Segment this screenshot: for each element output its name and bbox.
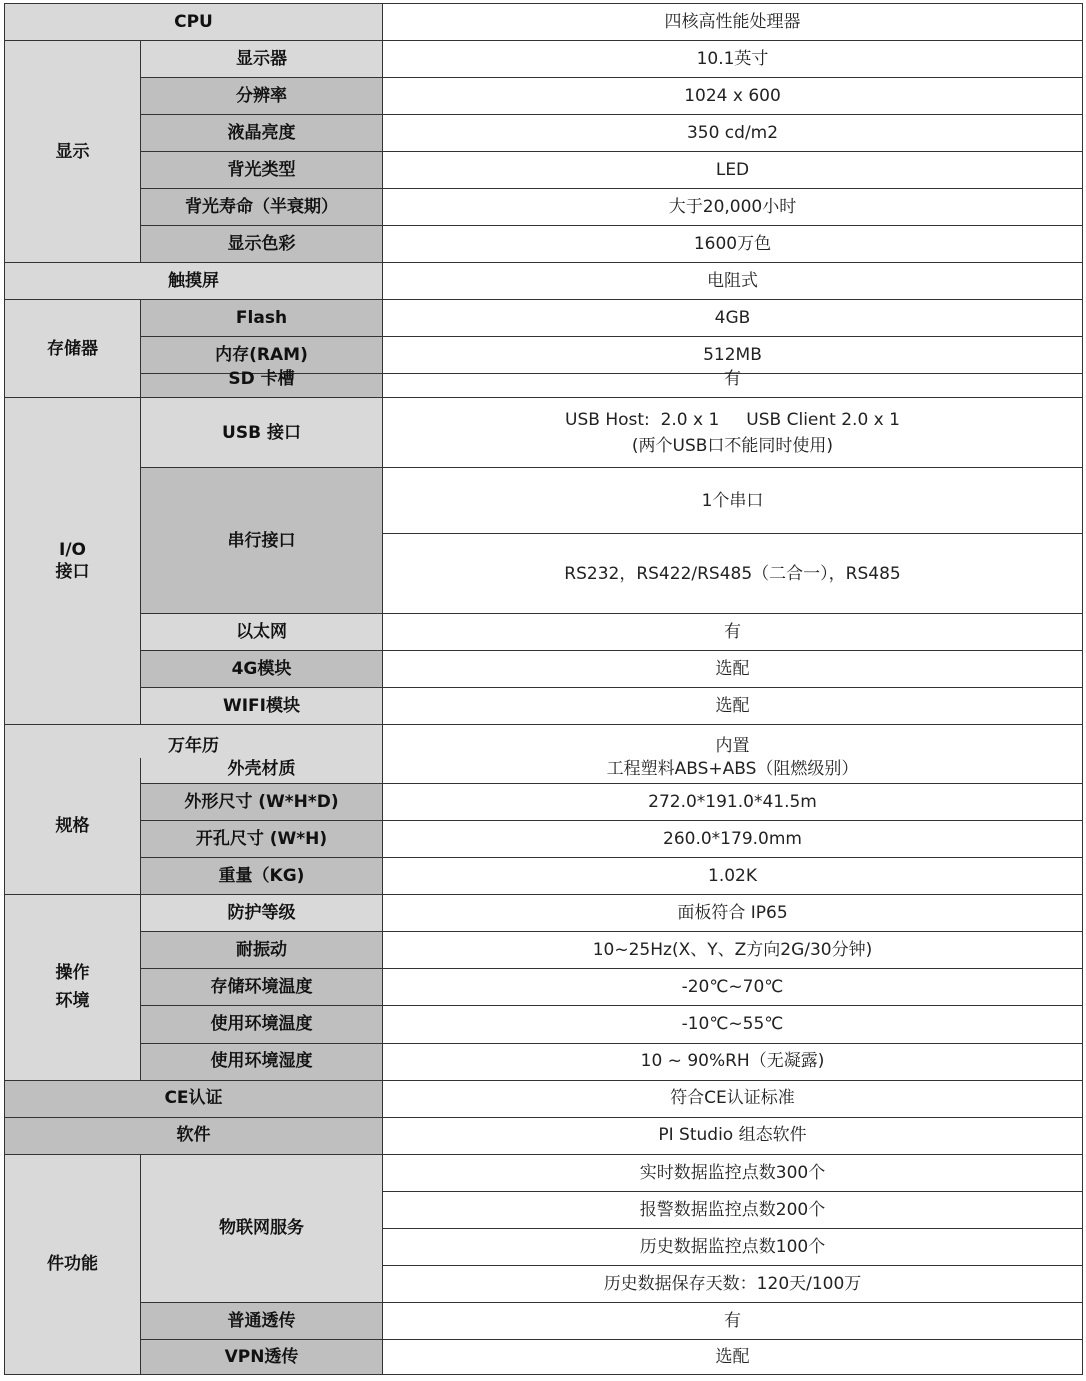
dimensions-row (5, 784, 1083, 821)
display-size-value: 10.1英寸 (383, 41, 1083, 78)
housing-label: 外壳材质 (141, 758, 383, 784)
ethernet-label: 以太网 (141, 614, 383, 651)
software-label: 软件 (5, 1117, 383, 1154)
touch-row (5, 263, 1083, 300)
passthrough-value: 有 (383, 1302, 1083, 1339)
env-group-label (5, 895, 141, 1080)
vpn-row (5, 1339, 1083, 1374)
dimensions-value: 272.0*191.0*41.5m (383, 784, 1083, 821)
weight-value: 1.02K (383, 858, 1083, 895)
flash-value: 4GB (383, 300, 1083, 337)
usb-label: USB 接口 (141, 398, 383, 468)
storage-temp-row (5, 969, 1083, 1006)
backlight-type-value: LED (383, 152, 1083, 189)
serial-types-value: RS232，RS422/RS485（二合一），RS485 (383, 534, 1083, 614)
backlight-type-label: 背光类型 (141, 152, 383, 189)
module-4g-value: 选配 (383, 651, 1083, 688)
env-group-label-line1: 操作 (55, 963, 90, 984)
wifi-label: WIFI模块 (141, 688, 383, 725)
sd-value-cell (383, 368, 1083, 398)
touch-value: 电阻式 (383, 263, 1083, 300)
cpu-row (5, 4, 1083, 41)
vpn-label: VPN透传 (141, 1339, 383, 1374)
io-group-label (5, 398, 141, 725)
vibration-label: 耐振动 (141, 932, 383, 969)
humidity-label: 使用环境湿度 (141, 1043, 383, 1080)
brightness-label: 液晶亮度 (141, 115, 383, 152)
env-group-label-line2: 环境 (55, 991, 90, 1012)
dimensions-label: 外形尺寸 (W*H*D) (141, 784, 383, 821)
ram-label: 内存(RAM) (141, 337, 383, 374)
sd-label: SD 卡槽 (228, 368, 295, 389)
io-group-label-line1: I/O (59, 540, 86, 561)
cutout-label: 开孔尺寸 (W*H) (141, 821, 383, 858)
display-color-row (5, 226, 1083, 263)
iot-value-history: 历史数据监控点数100个 (383, 1228, 1083, 1265)
usb-row (5, 398, 1083, 468)
backlight-type-row (5, 152, 1083, 189)
passthrough-label: 普通透传 (141, 1302, 383, 1339)
storage-group-label: 存储器 (5, 300, 141, 398)
cpu-value: 四核高性能处理器 (383, 4, 1083, 41)
storage-temp-label: 存储环境温度 (141, 969, 383, 1006)
display-group-label: 显示 (5, 41, 141, 263)
weight-row (5, 858, 1083, 895)
resolution-label: 分辨率 (141, 78, 383, 115)
operating-temp-row (5, 1006, 1083, 1043)
serial-count-value: 1个串口 (383, 468, 1083, 534)
vpn-value: 选配 (383, 1339, 1083, 1374)
usb-value (383, 398, 1083, 468)
serial-row (5, 468, 1083, 534)
housing-row (5, 758, 1083, 784)
display-color-label: 显示色彩 (141, 226, 383, 263)
calendar-row (5, 725, 1083, 758)
resolution-value: 1024 x 600 (383, 78, 1083, 115)
wifi-row (5, 688, 1083, 725)
resolution-row (5, 78, 1083, 115)
spec-table (4, 3, 1083, 1375)
calendar-value: 内置 (383, 725, 1083, 758)
humidity-value: 10 ~ 90%RH（无凝露) (383, 1043, 1083, 1080)
display-row (5, 41, 1083, 78)
ethernet-value: 有 (383, 614, 1083, 651)
flash-row (5, 300, 1083, 337)
module-4g-row (5, 651, 1083, 688)
sd-label-cell (141, 368, 383, 398)
cutout-value: 260.0*179.0mm (383, 821, 1083, 858)
protection-row (5, 895, 1083, 932)
iot-value-retention: 历史数据保存天数：120天/100万 (383, 1265, 1083, 1302)
display-color-value: 1600万色 (383, 226, 1083, 263)
wifi-value: 选配 (383, 688, 1083, 725)
brightness-row (5, 115, 1083, 152)
ce-row (5, 1080, 1083, 1117)
vibration-row (5, 932, 1083, 969)
display-size-label: 显示器 (141, 41, 383, 78)
ram-row (5, 337, 1083, 374)
sd-row (5, 374, 1083, 398)
touch-label: 触摸屏 (5, 263, 383, 300)
serial-label: 串行接口 (141, 468, 383, 614)
ethernet-row (5, 614, 1083, 651)
weight-label: 重量（KG) (141, 858, 383, 895)
backlight-life-row (5, 189, 1083, 226)
software-value: PI Studio 组态软件 (383, 1117, 1083, 1154)
usb-value-line2: (两个USB口不能同时使用) (631, 435, 834, 456)
cpu-label: CPU (5, 4, 383, 41)
vibration-value: 10~25Hz(X、Y、Z方向2G/30分钟) (383, 932, 1083, 969)
iot-value-alarm: 报警数据监控点数200个 (383, 1191, 1083, 1228)
cutout-row (5, 821, 1083, 858)
spec-group-label: 规格 (5, 758, 141, 895)
ram-value: 512MB (383, 337, 1083, 374)
protection-value: 面板符合 IP65 (383, 895, 1083, 932)
passthrough-row (5, 1302, 1083, 1339)
software-row (5, 1117, 1083, 1154)
usb-value-line1: USB Host: 2.0 x 1 USB Client 2.0 x 1 (565, 409, 900, 430)
humidity-row (5, 1043, 1083, 1080)
ce-value: 符合CE认证标准 (383, 1080, 1083, 1117)
backlight-life-label: 背光寿命（半衰期） (141, 189, 383, 226)
calendar-label: 万年历 (5, 725, 383, 758)
operating-temp-label: 使用环境温度 (141, 1006, 383, 1043)
housing-value: 工程塑料ABS+ABS（阻燃级别） (383, 758, 1083, 784)
iot-row-1 (5, 1154, 1083, 1191)
ce-label: CE认证 (5, 1080, 383, 1117)
io-group-label-line2: 接口 (55, 562, 90, 583)
iot-value-realtime: 实时数据监控点数300个 (383, 1154, 1083, 1191)
flash-label: Flash (141, 300, 383, 337)
brightness-value: 350 cd/m2 (383, 115, 1083, 152)
module-4g-label: 4G模块 (141, 651, 383, 688)
storage-temp-value: -20℃~70℃ (383, 969, 1083, 1006)
sd-value: 有 (724, 368, 741, 389)
operating-temp-value: -10℃~55℃ (383, 1006, 1083, 1043)
backlight-life-value: 大于20,000小时 (383, 189, 1083, 226)
protection-label: 防护等级 (141, 895, 383, 932)
iot-label: 物联网服务 (141, 1154, 383, 1302)
func-group-label: 件功能 (5, 1154, 141, 1374)
